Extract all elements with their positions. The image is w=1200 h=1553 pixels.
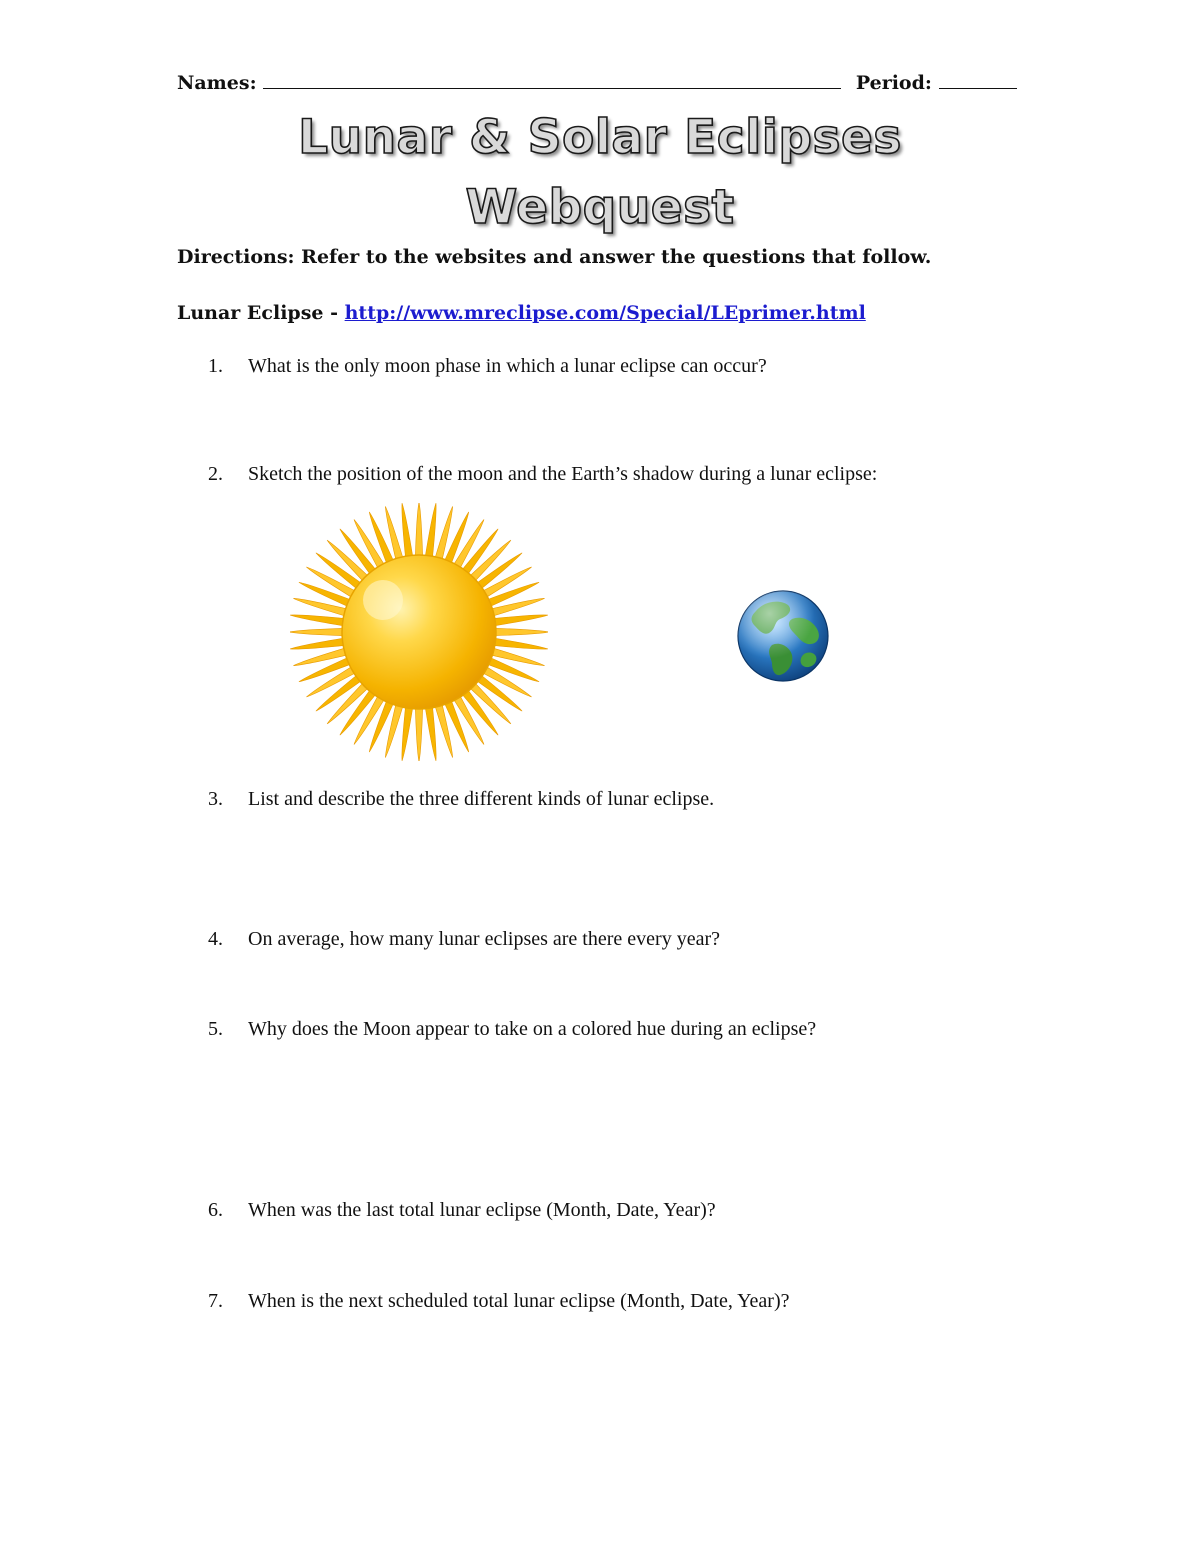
section-label: Lunar Eclipse - [177,302,338,324]
question-text: When was the last total lunar eclipse (Month, Date, Year)? [248,1199,716,1221]
question-7 [208,1290,790,1313]
question-number: 5. [208,1018,223,1040]
question-1 [208,355,767,378]
question-number: 4. [208,928,223,950]
title-line-2: Webquest [465,180,735,235]
question-text: List and describe the three different kinds of lunar eclipse. [248,788,715,810]
title-line-1: Lunar & Solar Eclipses [298,110,902,165]
section-heading [177,302,866,324]
header-line [177,72,1017,94]
directions: Directions: Refer to the websites and answer the questions that follow. [177,246,932,268]
lunar-eclipse-link[interactable]: http://www.mreclipse.com/Special/LEprimer.html [344,302,866,324]
sun-ray [425,705,436,761]
question-4 [208,928,720,951]
names-label: Names: [177,72,257,94]
question-number: 1. [208,355,223,377]
sun-ray [415,706,422,761]
question-2 [208,463,877,486]
question-number: 7. [208,1290,223,1312]
sun-ray [415,503,422,558]
period-label: Period: [855,72,932,94]
sun-ray [290,615,346,626]
sun-ray [425,503,436,559]
earth-icon [736,589,830,683]
question-text: On average, how many lunar eclipses are there every year? [248,928,720,950]
question-number: 3. [208,788,223,810]
question-text: Why does the Moon appear to take on a colored hue during an eclipse? [248,1018,817,1040]
sun-icon [290,503,548,761]
sun-ray [402,503,413,559]
sun-ray [493,628,548,635]
question-number: 6. [208,1199,223,1221]
question-text: What is the only moon phase in which a lunar eclipse can occur? [248,355,767,377]
question-text: When is the next scheduled total lunar eclipse (Month, Date, Year)? [248,1290,790,1312]
sun-ray [290,628,345,635]
question-3 [208,788,714,811]
sun-ray [402,705,413,761]
question-6 [208,1199,716,1222]
sun-ray [290,638,346,649]
question-5 [208,1018,816,1041]
period-blank [939,72,1017,89]
sun-ray [492,638,548,649]
question-number: 2. [208,463,223,485]
question-text: Sketch the position of the moon and the Earth’s shadow during a lunar eclipse: [248,463,878,485]
names-blank [263,72,841,89]
sun-ray [492,615,548,626]
